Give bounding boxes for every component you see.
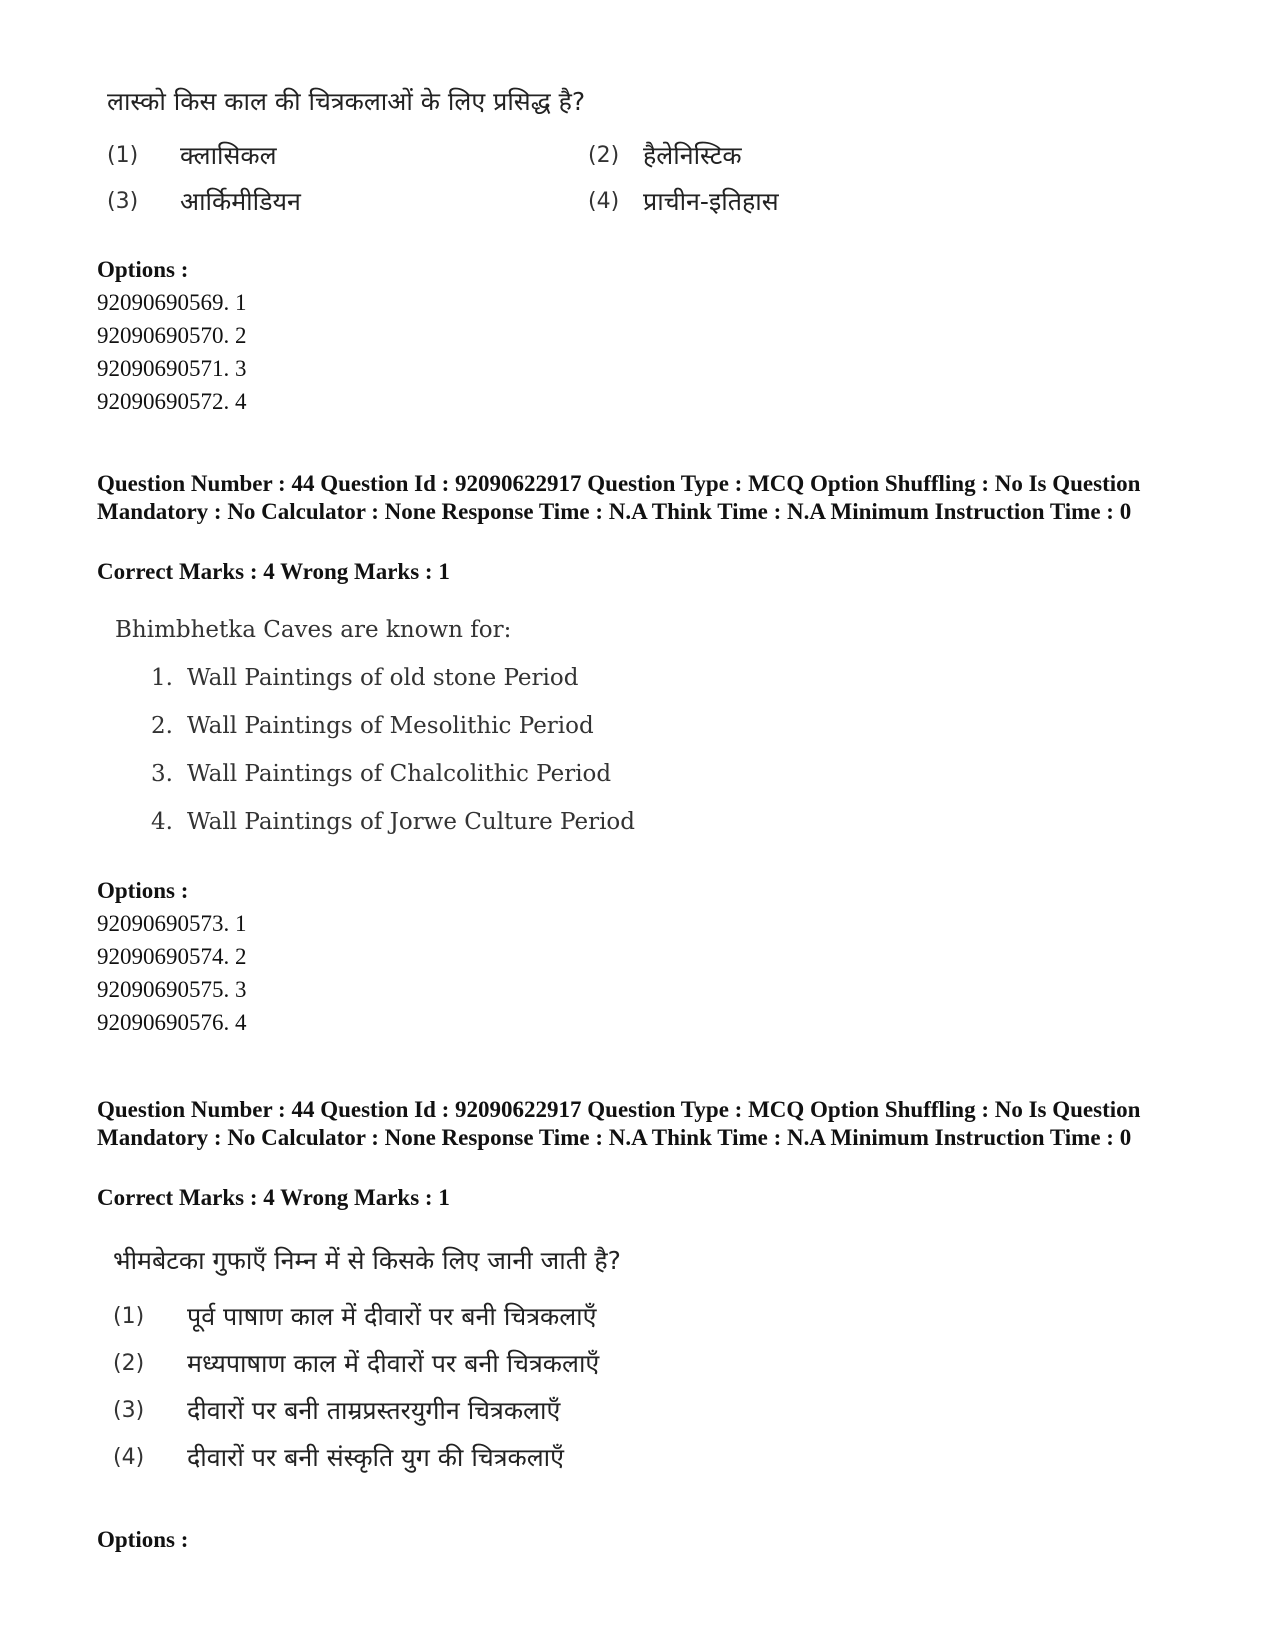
choice-number: (1): [107, 143, 139, 168]
choice-number: 4.: [151, 809, 173, 835]
option-id-line: 92090690575. 3: [97, 977, 247, 1002]
choice-text: प्राचीन-इतिहास: [643, 187, 779, 216]
option-id-line: 92090690574. 2: [97, 944, 247, 969]
choice-number: 3.: [151, 761, 173, 787]
choice-text: क्लासिकल: [180, 141, 277, 170]
question-meta: Question Number : 44 Question Id : 92090622917 Question Type : MCQ Option Shuffling : No Is Question Mandatory : No Calculator : None Response Time : N.A Think Time : N.A Minimum Instruction Time : 0: [97, 1097, 1141, 1150]
choice-item: [151, 761, 851, 791]
choice-number: (2): [113, 1351, 145, 1376]
choice-number: (3): [107, 189, 139, 214]
choice-number: (1): [113, 1304, 145, 1329]
option-id-line: 92090690569. 1: [97, 290, 247, 315]
choice-number: (4): [588, 189, 620, 214]
choice-item: [151, 713, 851, 743]
question-stem-hindi: लास्को किस काल की चित्रकलाओं के लिए प्रसिद्ध है?: [107, 87, 586, 116]
choice-item: [151, 809, 851, 839]
choice-number: 1.: [151, 665, 173, 691]
choice-text: मध्यपाषाण काल में दीवारों पर बनी चित्रकलाएँ: [187, 1349, 600, 1378]
choice-number: (3): [113, 1398, 145, 1423]
options-heading: Options :: [97, 878, 189, 903]
marks-line: Correct Marks : 4 Wrong Marks : 1: [97, 1185, 450, 1210]
choice-number: 2.: [151, 713, 173, 739]
option-id-line: 92090690571. 3: [97, 356, 247, 381]
choice-text: हैलेनिस्टिक: [643, 141, 742, 170]
choice-text: दीवारों पर बनी ताम्रप्रस्तरयुगीन चित्रकलाएँ: [187, 1396, 561, 1425]
choice-text: दीवारों पर बनी संस्कृति युग की चित्रकलाएँ: [187, 1443, 564, 1472]
choice-item: [151, 665, 851, 695]
choice-text: Wall Paintings of Mesolithic Period: [187, 713, 594, 739]
choice-text: आर्किमीडियन: [180, 187, 301, 216]
option-id-line: 92090690570. 2: [97, 323, 247, 348]
choice-text: Wall Paintings of Jorwe Culture Period: [187, 809, 636, 835]
choice-number: (4): [113, 1445, 145, 1470]
question-meta: Question Number : 44 Question Id : 92090622917 Question Type : MCQ Option Shuffling : No Is Question Mandatory : No Calculator : None Response Time : N.A Think Time : N.A Minimum Instruction Time : 0: [97, 471, 1141, 524]
choice-text: Wall Paintings of old stone Period: [187, 665, 579, 691]
choice-number: (2): [588, 143, 620, 168]
question-stem-english: Bhimbhetka Caves are known for:: [115, 617, 512, 643]
option-id-line: 92090690572. 4: [97, 389, 247, 414]
choice-text: पूर्व पाषाण काल में दीवारों पर बनी चित्रकलाएँ: [187, 1302, 597, 1331]
question-stem-hindi: भीमबेटका गुफाएँ निम्न में से किसके लिए जानी जाती है?: [113, 1246, 621, 1275]
choice-text: Wall Paintings of Chalcolithic Period: [187, 761, 612, 787]
options-heading: Options :: [97, 1527, 189, 1552]
marks-line: Correct Marks : 4 Wrong Marks : 1: [97, 559, 450, 584]
options-heading: Options :: [97, 257, 189, 282]
option-id-line: 92090690573. 1: [97, 911, 247, 936]
option-id-line: 92090690576. 4: [97, 1010, 247, 1035]
